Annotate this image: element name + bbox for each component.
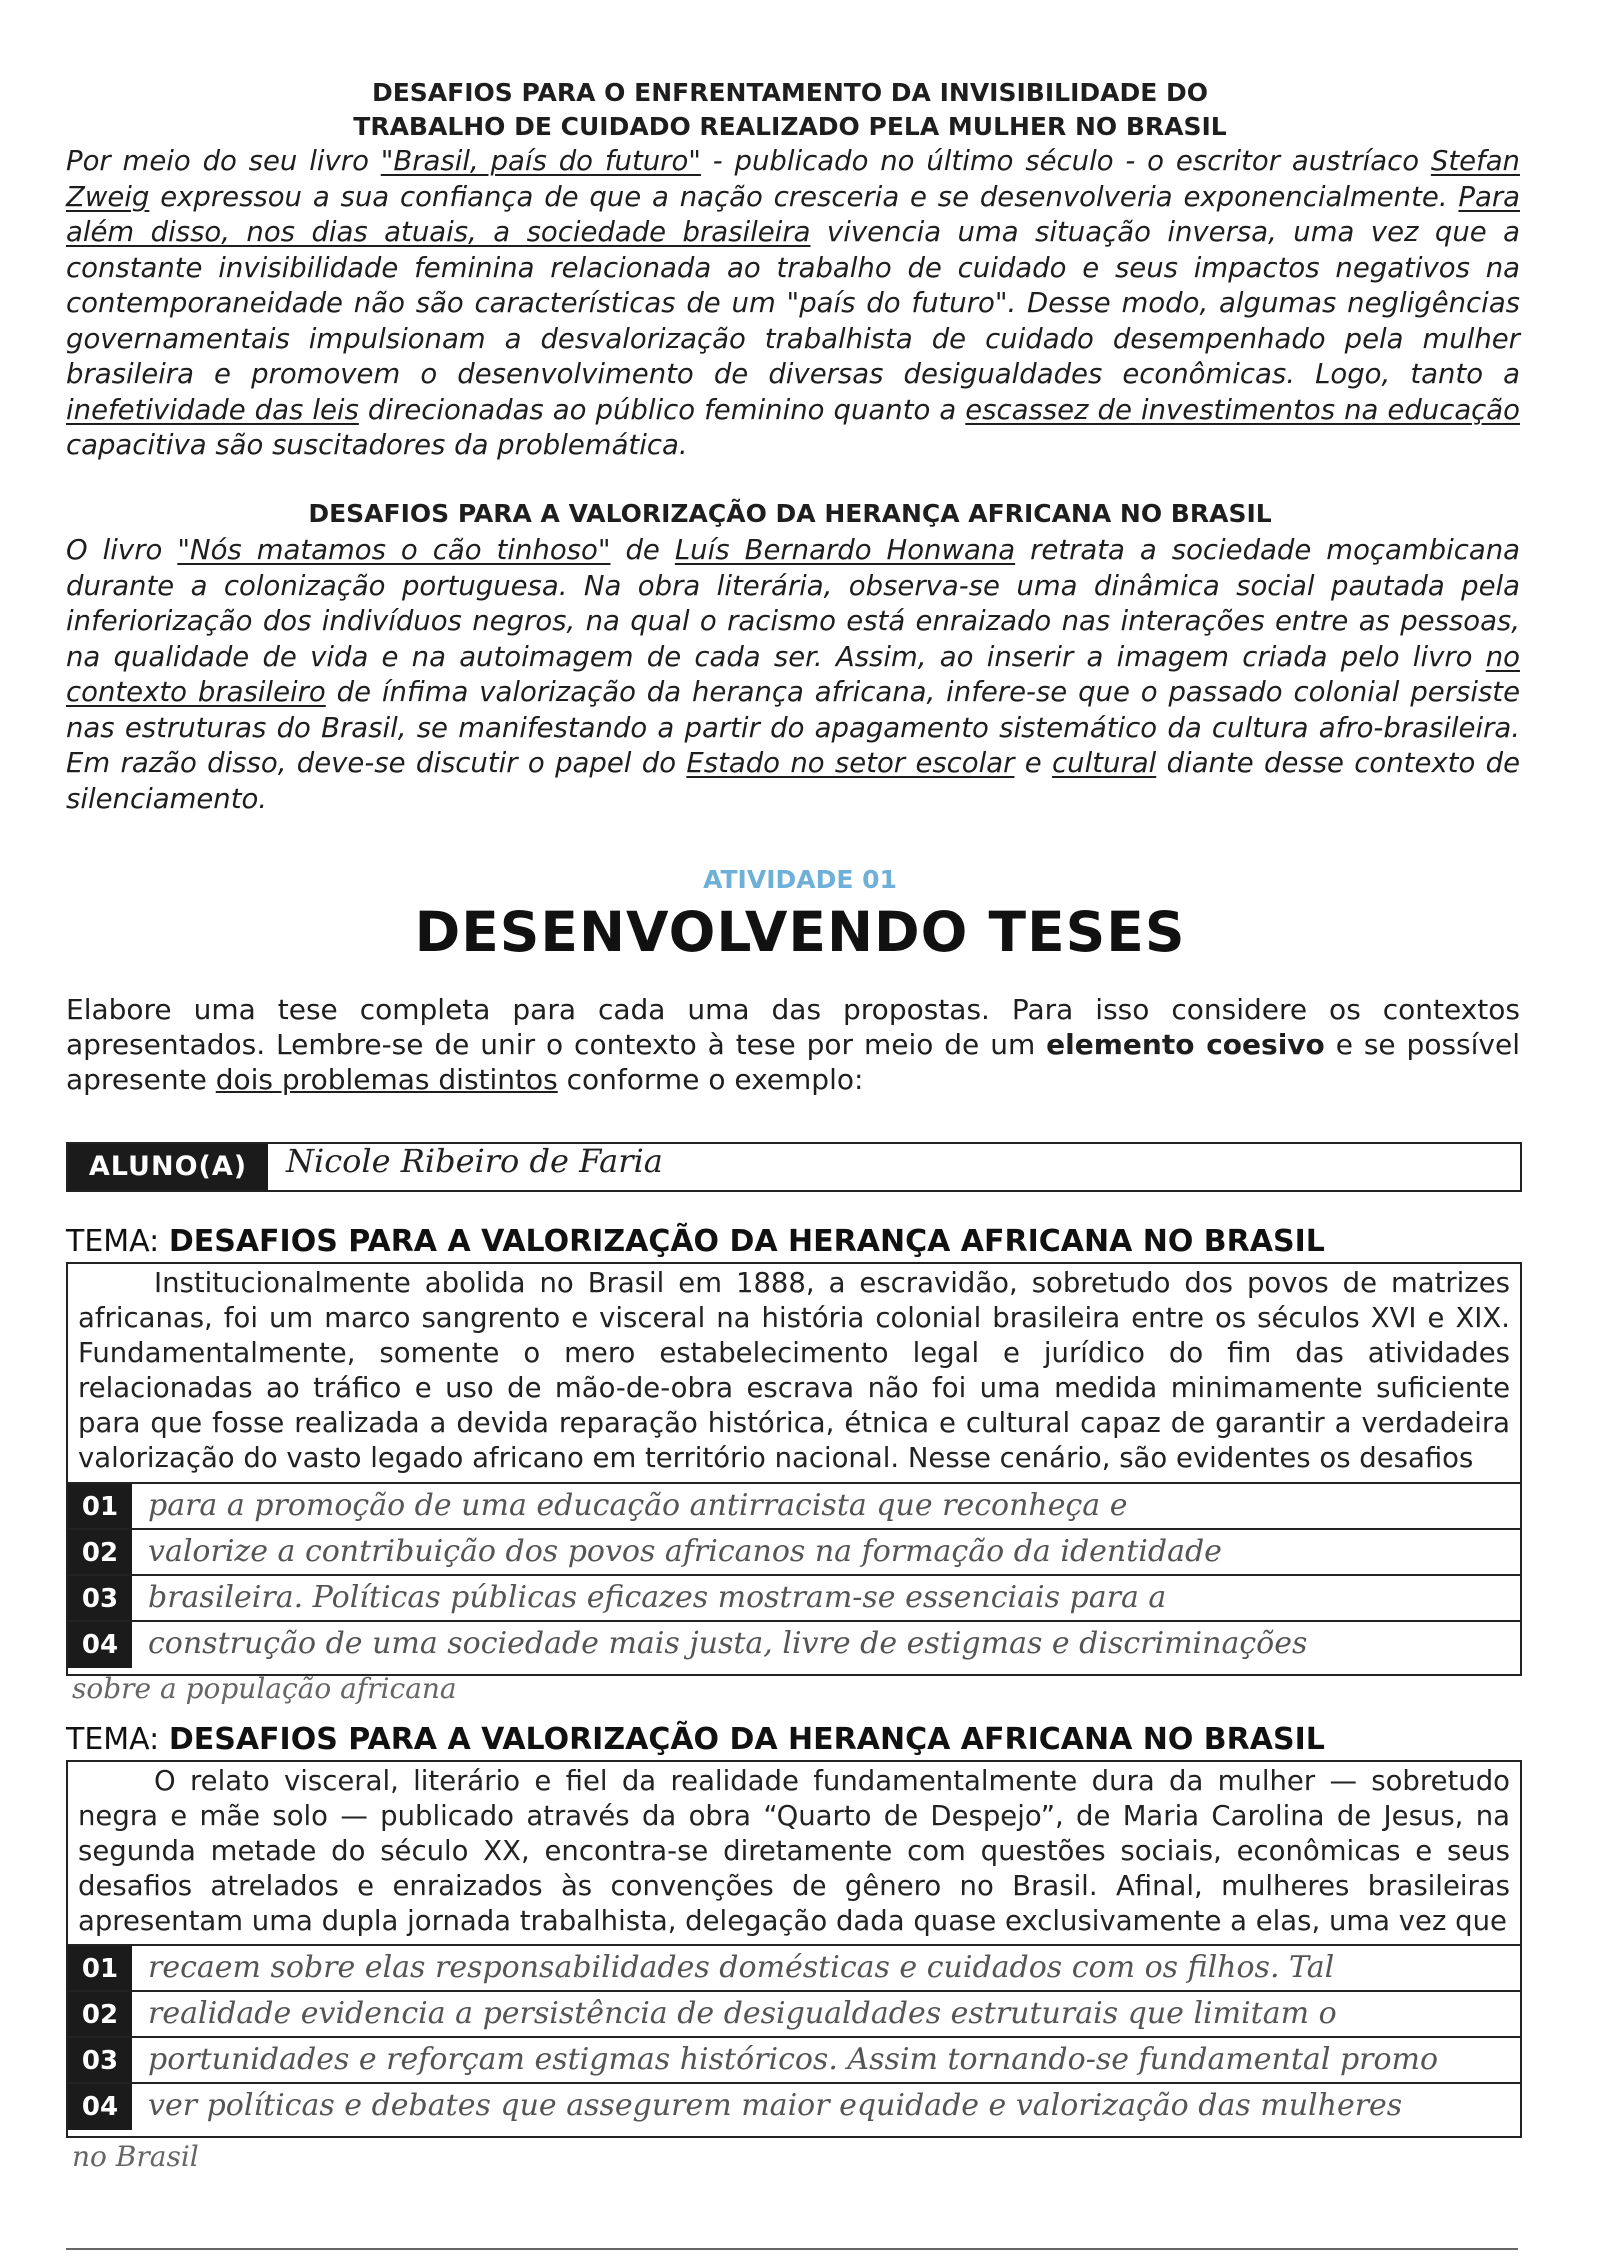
- handwritten-line: valorize a contribuição dos povos africanos na formação da identidade: [148, 1534, 1222, 1569]
- row-number: 04: [68, 1622, 132, 1668]
- underlined-phrase: Luís Bernardo Honwana: [674, 534, 1016, 566]
- handwriting-row[interactable]: [68, 1574, 1520, 1622]
- context-text-segment: e: [1014, 747, 1053, 779]
- underlined-phrase: Estado no setor escolar: [686, 747, 1015, 779]
- context-text-segment: de ínfima valorização da herança africana, infere-se que o passado colonial persiste nas estruturas do Brasil, se manifestando a partir do apagamento sistemático da cultura afro-brasileira. Em razão disso, deve-se discutir o papel do: [66, 676, 1520, 779]
- row-number: 04: [68, 2084, 132, 2130]
- instruction-bold: elemento coesivo: [1046, 1028, 1325, 1061]
- activity-kicker: ATIVIDADE 01: [703, 865, 897, 894]
- context-text-segment: expressou a sua confiança de que a nação cresceria e se desenvolveria exponencialmente.: [149, 180, 1459, 213]
- context-text-segment: retrata a sociedade moçambicana durante a colonização portuguesa. Na obra literária, observa-se uma dinâmica social pautada pela inferiorização dos indivíduos negros, na qual o racismo está enraizado nas interações entre as pessoas, na qualidade de vida e na autoimagem de cada ser. Assim, ao inserir a imagem criada pelo livro: [66, 534, 1521, 673]
- handwriting-row[interactable]: [68, 1482, 1520, 1530]
- context-title-1-line1: DESAFIOS PARA O ENFRENTAMENTO DA INVISIBILIDADE DO: [371, 78, 1209, 107]
- handwritten-line: recaem sobre elas responsabilidades domésticas e cuidados com os filhos. Tal: [148, 1950, 1335, 1985]
- context-text-segment: - publicado no último século - o escritor austríaco: [700, 145, 1431, 177]
- student-name-field[interactable]: [66, 1142, 1522, 1192]
- handwritten-line: portunidades e reforçam estigmas históricos. Assim tornando-se fundamental promo: [148, 2042, 1439, 2077]
- tema-title: DESAFIOS PARA A VALORIZAÇÃO DA HERANÇA AFRICANA NO BRASIL: [168, 1224, 1325, 1259]
- row-number: 01: [68, 1946, 132, 1992]
- instruction-text: conforme o exemplo:: [557, 1063, 864, 1096]
- activity-instructions: [66, 992, 1520, 1097]
- essay-1-tema: [66, 1225, 1526, 1259]
- context-text-segment: O livro: [66, 534, 178, 566]
- context-title-2: DESAFIOS PARA A VALORIZAÇÃO DA HERANÇA AFRICANA NO BRASIL: [308, 499, 1272, 528]
- underlined-phrase: Stefan Zweig: [66, 145, 1520, 213]
- tema-label: TEMA:: [66, 1722, 160, 1757]
- context-text-segment: capacitiva são suscitadores da problemática.: [66, 429, 688, 461]
- essay-2-box: [66, 1760, 1522, 2138]
- row-number: 03: [68, 2038, 132, 2084]
- context-text-segment: direcionadas ao público feminino quanto a: [358, 393, 966, 426]
- context-text-segment: Por meio do seu livro: [66, 145, 381, 177]
- handwriting-row[interactable]: [68, 1620, 1520, 1668]
- handwritten-line: brasileira. Políticas públicas eficazes mostram-se essenciais para a: [148, 1580, 1167, 1615]
- context-text-segment: de: [610, 534, 675, 566]
- tema-title: DESAFIOS PARA A VALORIZAÇÃO DA HERANÇA AFRICANA NO BRASIL: [168, 1722, 1325, 1757]
- essay-1-handwritten-tail: sobre a população africana: [72, 1672, 457, 1705]
- row-number: 02: [68, 1992, 132, 2038]
- context-text-2: [66, 533, 1520, 817]
- handwriting-row[interactable]: [68, 2082, 1520, 2130]
- context-title-1: [60, 76, 1520, 144]
- underlined-phrase: "Brasil, país do futuro": [380, 145, 701, 177]
- instruction-text: Elabore uma tese completa para cada uma das propostas. Para isso considere os contextos apresentados. Lembre-se de unir o contexto à tese por meio de um: [66, 993, 1520, 1061]
- row-number: 01: [68, 1484, 132, 1530]
- essay-2-tema: [66, 1723, 1526, 1757]
- handwritten-line: realidade evidencia a persistência de desigualdades estruturais que limitam o: [148, 1996, 1337, 2031]
- bottom-divider: [66, 2248, 1518, 2250]
- context-title-1-line2: TRABALHO DE CUIDADO REALIZADO PELA MULHER NO BRASIL: [353, 112, 1227, 141]
- row-number: 02: [68, 1530, 132, 1576]
- essay-1-typed-text: Institucionalmente abolida no Brasil em 1888, a escravidão, sobretudo dos povos de matrizes africanas, foi um marco sangrento e visceral na história colonial brasileira entre os séculos XVI e XIX. Fundamentalmente, somente o mero estabelecimento legal e jurídico do fim das atividades relacionadas ao tráfico e uso de mão-de-obra escrava não foi uma medida minimamente suficiente para que fosse realizada a devida reparação histórica, étnica e cultural capaz de garantir a verdadeira valorização do vasto legado africano em território nacional. Nesse cenário, são evidentes os desafios: [78, 1267, 1510, 1474]
- handwriting-row[interactable]: [68, 1528, 1520, 1576]
- handwritten-line: para a promoção de uma educação antirracista que reconheça e: [148, 1488, 1128, 1523]
- essay-1-box: [66, 1262, 1522, 1676]
- student-label: ALUNO(A): [68, 1144, 268, 1190]
- row-number: 03: [68, 1576, 132, 1622]
- context-text-segment: diante desse contexto de silenciamento.: [66, 747, 1520, 815]
- handwriting-row[interactable]: [68, 1944, 1520, 1992]
- context-text-1: [66, 144, 1520, 464]
- underlined-phrase: inefetividade das leis: [66, 393, 359, 426]
- essay-2-handwritten-tail: no Brasil: [72, 2140, 199, 2173]
- activity-title: DESENVOLVENDO TESES: [414, 900, 1186, 964]
- underlined-phrase: "Nós matamos o cão tinhoso": [177, 534, 611, 566]
- tema-label: TEMA:: [66, 1224, 160, 1259]
- handwriting-row[interactable]: [68, 2036, 1520, 2084]
- instruction-underline: dois problemas distintos: [215, 1063, 558, 1096]
- handwriting-row[interactable]: [68, 1990, 1520, 2038]
- underlined-phrase: cultural: [1052, 747, 1157, 779]
- underlined-phrase: Para além disso, nos dias atuais, a sociedade brasileira: [66, 180, 1520, 248]
- student-handwritten-name: Nicole Ribeiro de Faria: [286, 1142, 663, 1180]
- essay-2-typed-text: O relato visceral, literário e fiel da realidade fundamentalmente dura da mulher — sobretudo negra e mãe solo — publicado através da obra “Quarto de Despejo”, de Maria Carolina de Jesus, na segunda metade do século XX, encontra-se diretamente com questões sociais, econômicas e seus desafios atrelados e enraizados às convenções de gênero no Brasil. Afinal, mulheres brasileiras apresentam uma dupla jornada trabalhista, delegação dada quase exclusivamente a elas, uma vez que: [78, 1765, 1510, 1937]
- underlined-phrase: no contexto brasileiro: [66, 640, 1520, 708]
- handwritten-line: construção de uma sociedade mais justa, livre de estigmas e discriminações: [148, 1626, 1308, 1661]
- context-text-segment: vivencia uma situação inversa, uma vez que a constante invisibilidade feminina relacionada ao trabalho de cuidado e seus impactos negativos na contemporaneidade não são características de um "país do futuro". Desse modo, algumas negligências governamentais impulsionam a desvalorização trabalhista de cuidado desempenhado pela mulher brasileira e promovem o desenvolvimento de diversas desigualdades econômicas. Logo, tanto a: [66, 216, 1520, 390]
- handwritten-line: ver políticas e debates que assegurem maior equidade e valorização das mulheres: [148, 2088, 1403, 2123]
- underlined-phrase: escassez de investimentos na educação: [965, 393, 1520, 426]
- instruction-text: e se possível apresente: [66, 1028, 1520, 1096]
